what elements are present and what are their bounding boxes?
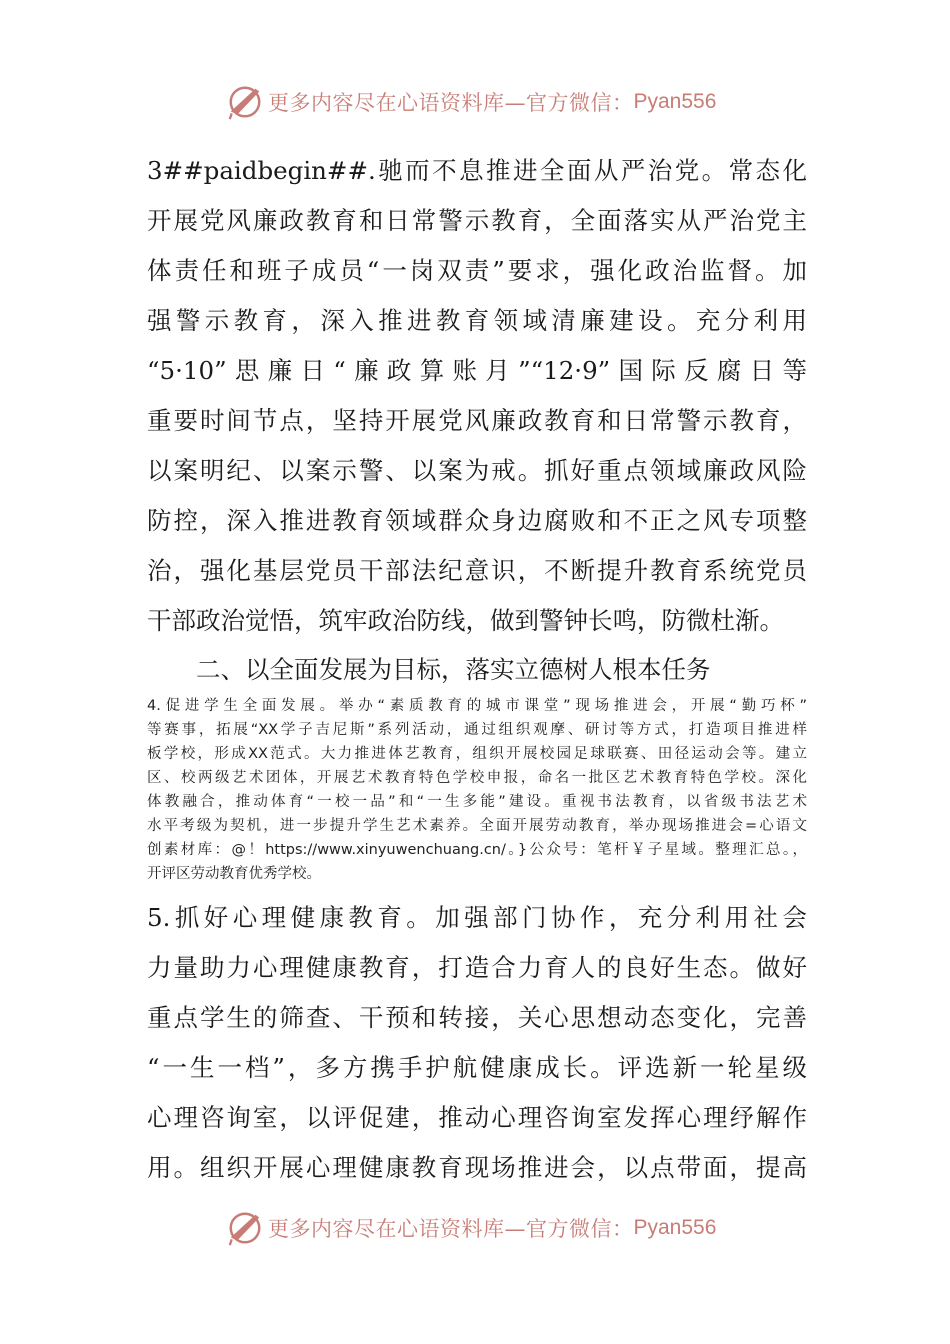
watermark-id: Pyan556 (633, 90, 717, 113)
small-text-line: 水平考级为契机，进一步提升学生艺术素养。全面开展劳动教育，举办现场推进会=心语文 (147, 818, 807, 834)
text-line: 3##paidbegin##.驰而不息推进全面从严治党。常态化 (147, 156, 807, 185)
text-line: 5.抓好心理健康教育。加强部门协作，充分利用社会 (147, 903, 807, 932)
small-text-line: 4.促进学生全面发展。举办“素质教育的城市课堂”现场推进会，开展“勤巧杯” (147, 698, 807, 714)
text-line: 用。组织开展心理健康教育现场推进会，以点带面，提高 (147, 1153, 807, 1182)
text-line: “5·10”思廉日“廉政算账月”“12·9”国际反腐日等 (147, 356, 807, 385)
footer-watermark (226, 1206, 726, 1250)
small-text-line: 体教融合，推动体育“一校一品”和“一生多能”建设。重视书法教育，以省级书法艺术 (147, 794, 807, 810)
small-text-line: 创素材库：@！https://www.xinyuwenchuang.cn/。}公众号：笔杆￥子星域。整理汇总。， (147, 842, 807, 858)
text-line: 干部政治觉悟，筑牢政治防线，做到警钟长鸣，防微杜渐。 (147, 606, 784, 635)
text-line: 重要时间节点，坚持开展党风廉政教育和日常警示教育， (147, 406, 807, 435)
watermark-text: 更多内容尽在心语资料库—官方微信： (268, 91, 634, 115)
watermark-id: Pyan556 (633, 1216, 717, 1239)
watermark-text: 更多内容尽在心语资料库—官方微信： (268, 1217, 634, 1241)
header-watermark (226, 80, 726, 124)
text-line: 力量助力心理健康教育，打造合力育人的良好生态。做好 (147, 953, 807, 982)
small-text-line: 等赛事，拓展“XX学子吉尼斯”系列活动，通过组织观摩、研讨等方式，打造项目推进样 (147, 722, 807, 738)
quill-logo-icon (226, 83, 264, 121)
text-line: 开展党风廉政教育和日常警示教育，全面落实从严治党主 (147, 206, 807, 235)
text-line: 强警示教育，深入推进教育领域清廉建设。充分利用 (147, 306, 807, 335)
small-text-line: 板学校，形成XX范式。大力推进体艺教育，组织开展校园足球联赛、田径运动会等。建立 (147, 746, 807, 762)
text-line: 治，强化基层党员干部法纪意识，不断提升教育系统党员 (147, 556, 807, 585)
text-line: 体责任和班子成员“一岗双责”要求，强化政治监督。加 (147, 256, 807, 285)
text-line: 心理咨询室，以评促建，推动心理咨询室发挥心理纾解作 (147, 1103, 807, 1132)
text-line: 防控，深入推进教育领域群众身边腐败和不正之风专项整 (147, 506, 807, 535)
text-line: “一生一档”，多方携手护航健康成长。评选新一轮星级 (147, 1053, 807, 1082)
small-text-line: 开评区劳动教育优秀学校。 (147, 866, 321, 882)
section-heading: 二、以全面发展为目标，落实立德树人根本任务 (196, 655, 711, 684)
small-text-line: 区、校两级艺术团体，开展艺术教育特色学校申报，命名一批区艺术教育特色学校。深化 (147, 770, 807, 786)
text-line: 以案明纪、以案示警、以案为戒。抓好重点领域廉政风险 (147, 456, 807, 485)
text-line: 重点学生的筛查、干预和转接，关心思想动态变化，完善 (147, 1003, 807, 1032)
quill-logo-icon (226, 1209, 264, 1247)
